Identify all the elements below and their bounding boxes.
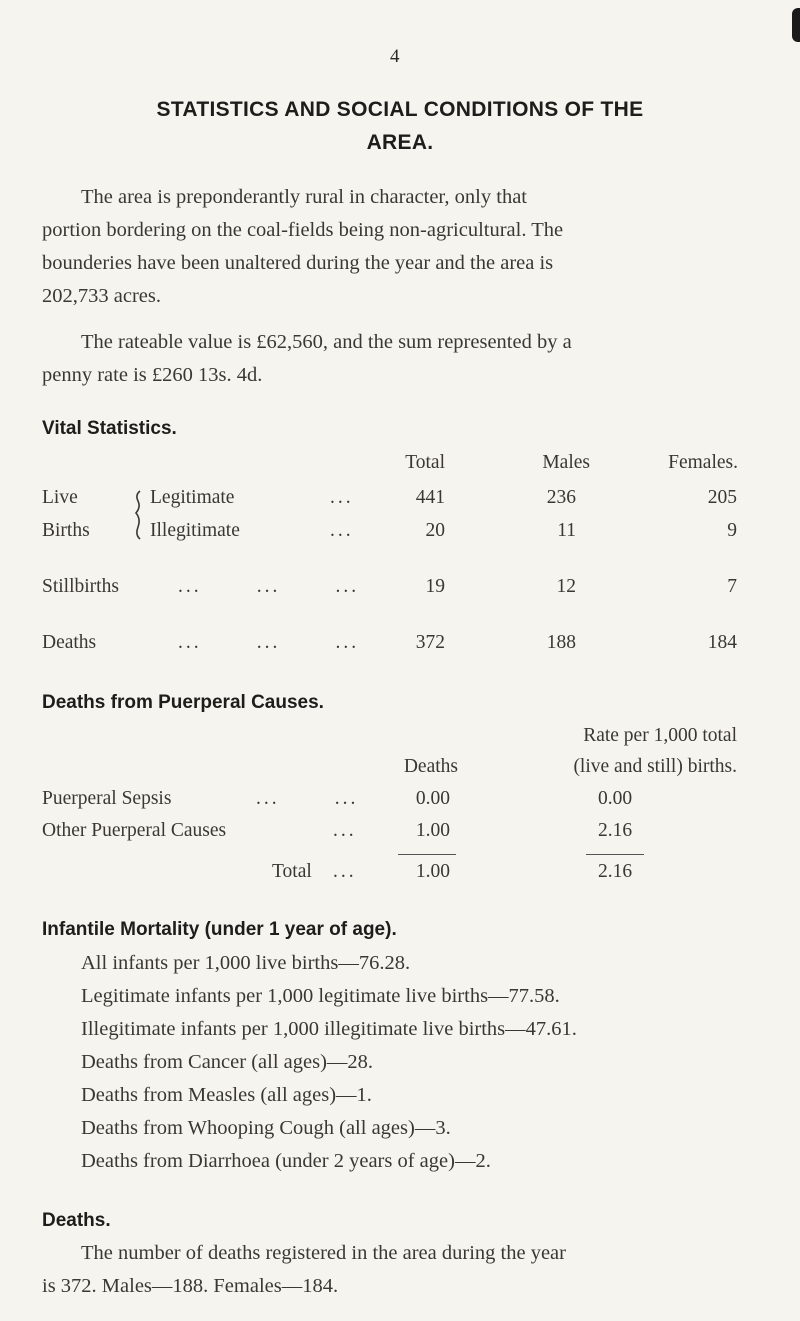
page-title-line-2: AREA. [366,131,434,154]
vital-col-females: Females. [668,452,738,473]
vital-legitimate-males: 236 [546,487,576,508]
deaths-paragraph-line-1: The number of deaths registered in the area during the year [81,1242,566,1264]
leader-dots: ... [333,861,357,882]
vital-legitimate-label: Legitimate [150,487,235,508]
deaths-heading: Deaths. [42,1210,111,1231]
paragraph-area-line-1: The area is preponderantly rural in character, only that [81,186,527,208]
puerperal-deaths-total-rule [398,854,456,855]
puerperal-heading: Deaths from Puerperal Causes. [42,692,324,713]
deaths-paragraph-line-2: is 372. Males—188. Females—184. [42,1275,339,1297]
puerperal-sepsis-deaths: 0.00 [415,788,450,809]
puerperal-total-deaths: 1.00 [415,861,450,882]
paragraph-rateable-line-1: The rateable value is £62,560, and the sum represented by a [81,331,572,353]
vital-deaths-total: 372 [415,632,445,653]
infantile-item: Illegitimate infants per 1,000 illegitimate live births—47.61. [81,1018,577,1040]
puerperal-col-rate-line-1: Rate per 1,000 total [583,725,737,746]
puerperal-other-rate: 2.16 [597,820,633,841]
brace-icon [131,489,145,541]
vital-illegitimate-males: 11 [557,520,576,541]
puerperal-total-label: Total [272,861,312,882]
leader-dots: ... [330,520,354,541]
puerperal-col-deaths: Deaths [403,756,458,777]
vital-deaths-label: Deaths [42,632,97,653]
infantile-item: Deaths from Cancer (all ages)—28. [81,1051,374,1073]
leader-dots: ... [330,487,354,508]
vital-stillbirths-total: 19 [425,576,445,597]
infantile-item: Legitimate infants per 1,000 legitimate live births—77.58. [81,985,560,1007]
vital-illegitimate-females: 9 [727,520,737,541]
leader-dots: ... ... ... [178,576,360,597]
vital-stillbirths-males: 12 [556,576,576,597]
vital-deaths-males: 188 [546,632,576,653]
puerperal-other-label: Other Puerperal Causes [42,820,227,841]
vital-illegitimate-total: 20 [425,520,445,541]
leader-dots: ... [333,820,357,841]
paragraph-area-line-3: bounderies have been unaltered during the year and the area is [42,252,554,274]
leader-dots: ... ... ... [178,632,360,653]
puerperal-rate-total-rule [586,854,644,855]
puerperal-sepsis-rate: 0.00 [597,788,633,809]
paragraph-area-line-2: portion bordering on the coal-fields being non-agricultural. The [42,219,564,241]
vital-col-total: Total [405,452,445,473]
infantile-mortality-heading: Infantile Mortality (under 1 year of age). [42,919,397,940]
puerperal-sepsis-label: Puerperal Sepsis [42,788,172,809]
vital-deaths-females: 184 [707,632,737,653]
vital-illegitimate-label: Illegitimate [150,520,240,541]
page-number: 4 [390,46,400,67]
paragraph-rateable-line-2: penny rate is £260 13s. 4d. [42,364,263,386]
infantile-item: All infants per 1,000 live births—76.28. [81,952,411,974]
page-edge-mark [792,8,800,42]
vital-legitimate-females: 205 [707,487,737,508]
vital-col-males: Males [542,452,590,473]
infantile-item: Deaths from Measles (all ages)—1. [81,1084,372,1106]
vital-stillbirths-females: 7 [727,576,737,597]
puerperal-other-deaths: 1.00 [415,820,450,841]
vital-statistics-heading: Vital Statistics. [42,418,177,439]
page-title-line-1: STATISTICS AND SOCIAL CONDITIONS OF THE [156,98,644,121]
vital-births-label: Births [42,520,90,541]
leader-dots: ... ... [256,788,359,809]
paragraph-area-line-4: 202,733 acres. [42,285,161,307]
puerperal-total-rate: 2.16 [597,861,633,882]
puerperal-col-rate-line-2: (live and still) births. [573,756,737,777]
vital-legitimate-total: 441 [415,487,445,508]
vital-stillbirths-label: Stillbirths [42,576,119,597]
infantile-item: Deaths from Diarrhoea (under 2 years of age)—2. [81,1150,491,1172]
infantile-item: Deaths from Whooping Cough (all ages)—3. [81,1117,451,1139]
vital-live-label: Live [42,487,78,508]
